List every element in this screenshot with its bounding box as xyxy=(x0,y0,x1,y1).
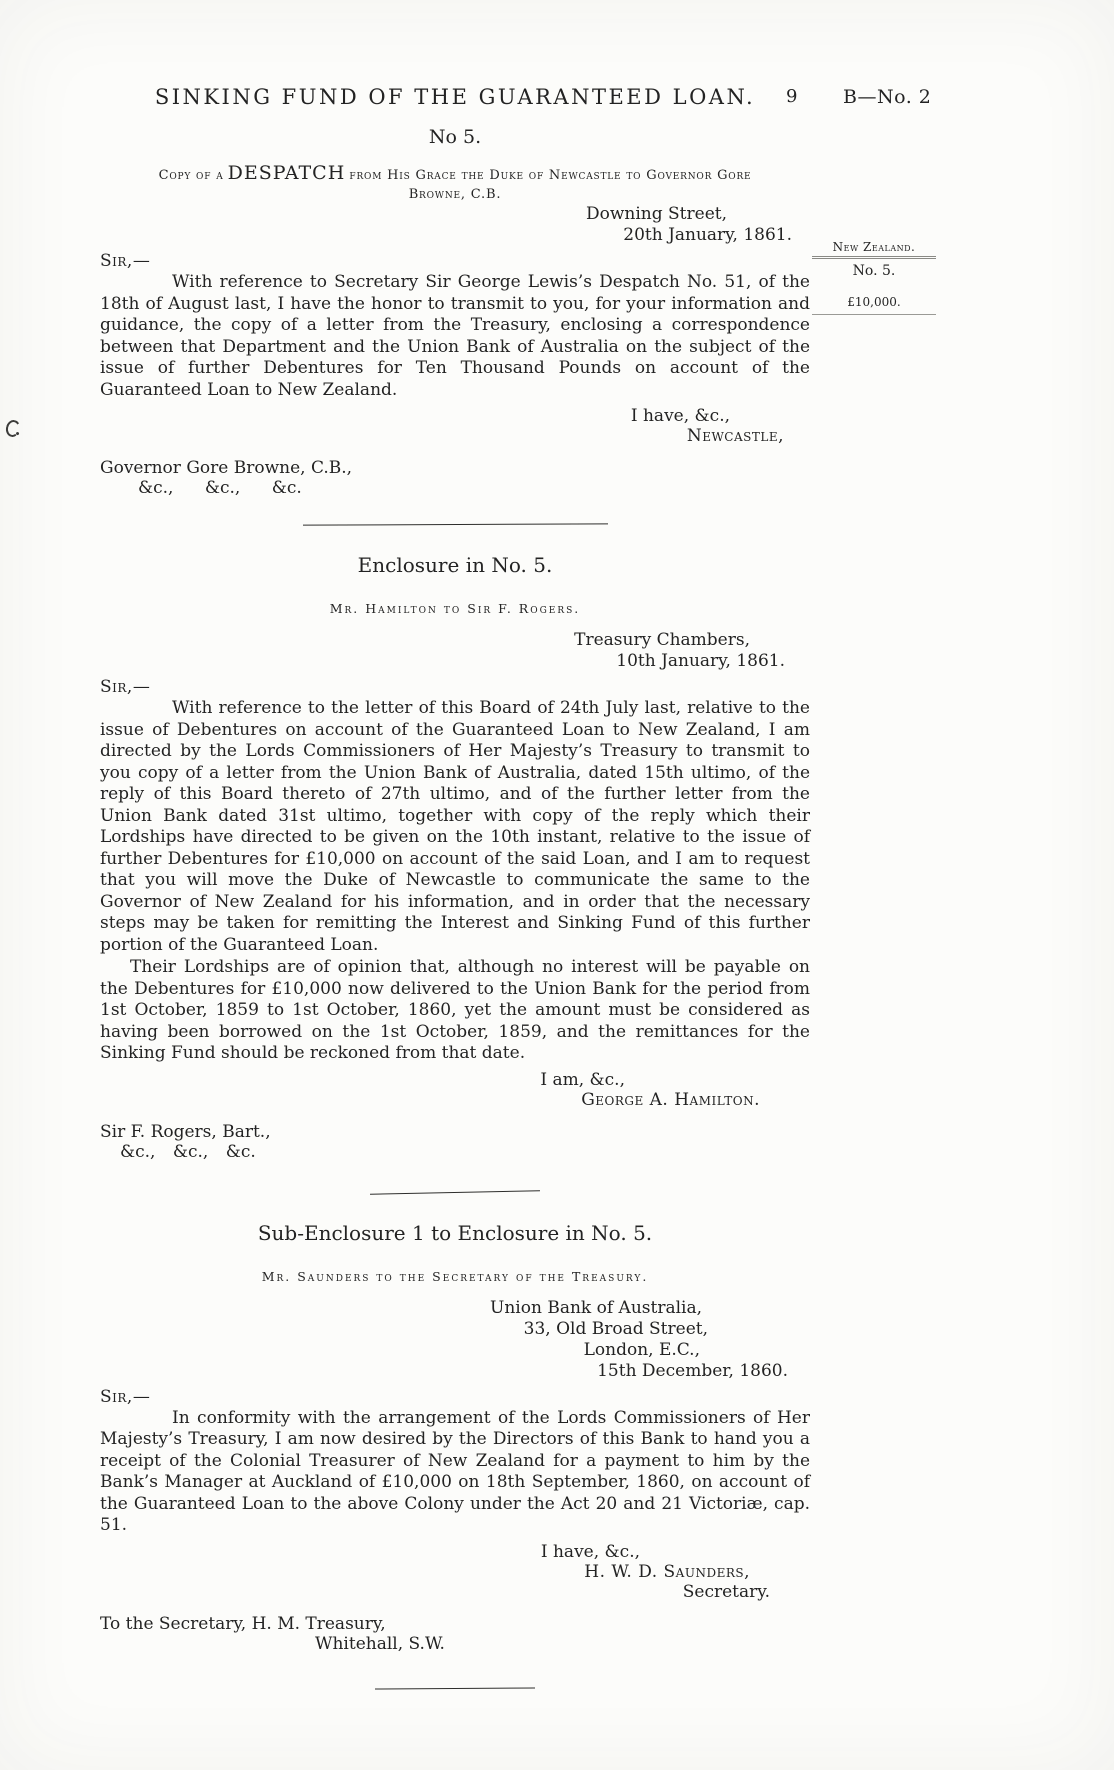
valediction: I have, &c., xyxy=(540,1541,640,1562)
letter-paragraph: With reference to the letter of this Board of 24th July last, relative to the issue of Debentures on account of the Guaranteed Loan to New Zealand, I am directed by the Lords Commissioners of Her Majesty’s Treasury to transmit to you copy of a letter from the Union Bank of Australia, dated 15th ultimo, of the reply of this Board thereto of 27th ultimo, and of the further letter from the Union Bank dated 31st ultimo, together with copy of the reply which their Lordships have directed to be given on the 10th instant, relative to the issue of further Debentures for £10,000 on account of the said Loan, and I am to request that you will move the Duke of Newcastle to communicate the same to the Governor of New Zealand for his information, and in order that the necessary steps may be taken for remitting the Interest and Sinking Fund of this further portion of the Guaranteed Loan. xyxy=(100,698,810,955)
valediction: I have, &c., xyxy=(630,406,730,426)
signature: H. W. D. Saunders, xyxy=(584,1561,750,1582)
place-date-block xyxy=(100,630,810,672)
addressee-block xyxy=(100,1122,810,1162)
ink-smudge xyxy=(4,419,21,439)
place-line: Union Bank of Australia, xyxy=(490,1297,702,1318)
signature: Newcastle, xyxy=(686,426,784,446)
running-title: SINKING FUND OF THE GUARANTEED LOAN. xyxy=(154,85,756,109)
salutation: Sir,— xyxy=(100,677,151,697)
closing-block xyxy=(100,1070,810,1110)
place-date-block xyxy=(100,1298,810,1382)
date-line: 15th December, 1860. xyxy=(597,1360,788,1381)
closing-block xyxy=(100,406,810,446)
date-line: 10th January, 1861. xyxy=(616,651,785,671)
salutation: Sir,— xyxy=(100,1386,151,1407)
margin-note-colony: New Zealand. xyxy=(812,240,936,259)
addressee-line: Whitehall, S.W. xyxy=(315,1633,445,1654)
issue-reference: B—No. 2 xyxy=(843,86,932,108)
addressee-line: Sir F. Rogers, Bart., xyxy=(100,1121,271,1142)
despatch-number-heading: No 5. xyxy=(428,126,482,148)
section-divider xyxy=(370,1190,540,1195)
margin-note-number: No. 5. xyxy=(852,263,896,279)
despatch-heading-word: DESPATCH xyxy=(227,162,346,184)
place-line: London, E.C., xyxy=(583,1339,700,1360)
valediction: I am, &c., xyxy=(540,1069,625,1090)
margin-note-amount: £10,000. xyxy=(812,295,936,315)
section-divider xyxy=(375,1687,535,1689)
letter-paragraph: In conformity with the arrangement of the Lords Commissioners of Her Majesty’s Treasury, I am now desired by the Directors of this Bank to hand you a receipt of the Colonial Treasurer of New Zealand for a payment to him by the Bank’s Manager at Auckland of £10,000 on 18th September, 1860, on account of the Guaranteed Loan to the above Colony under the Act 20 and 21 Victoriæ, cap. 51. xyxy=(100,1407,810,1535)
despatch-heading xyxy=(100,164,810,185)
addressee-etc: &c., &c., &c. xyxy=(120,1141,256,1162)
addressee-etc: &c., &c., &c. xyxy=(138,478,302,498)
addressee-line: Governor Gore Browne, C.B., xyxy=(100,458,353,478)
addressee-block xyxy=(100,458,810,498)
salutation: Sir,— xyxy=(100,251,151,271)
closing-block xyxy=(100,1542,810,1602)
addressee-line: To the Secretary, H. M. Treasury, xyxy=(100,1613,386,1634)
page-number: 9 xyxy=(786,86,798,107)
document-body xyxy=(100,126,810,1689)
place-line: Downing Street, xyxy=(586,204,727,224)
sub-enclosure-title: Sub-Enclosure 1 to Enclosure in No. 5. xyxy=(257,1220,653,1245)
despatch-heading-rest: from His Grace the Duke of Newcastle to Governor Gore xyxy=(349,168,752,183)
enclosure-subtitle: Mr. Hamilton to Sir F. Rogers. xyxy=(329,601,581,616)
date-line: 20th January, 1861. xyxy=(623,225,792,245)
section-divider xyxy=(302,523,607,525)
letter-paragraph: Their Lordships are of opinion that, although no interest will be payable on the Debentures for £10,000 now delivered to the Union Bank for the period from 1st October, 1859 to 1st October, 1860, yet the amount must be considered as having been borrowed on the 1st October, 1859, and the remittances for the Sinking Fund should be reckoned from that date. xyxy=(100,957,810,1063)
place-line: Treasury Chambers, xyxy=(574,630,750,650)
enclosure-title: Enclosure in No. 5. xyxy=(357,553,553,577)
place-line: 33, Old Broad Street, xyxy=(523,1318,708,1339)
page-header xyxy=(0,0,1114,110)
letter-paragraph: With reference to Secretary Sir George Lewis’s Despatch No. 51, of the 18th of August last, I have the honor to transmit to you, for your information and guidance, the copy of a letter from the Treasury, enclosing a correspondence between that Department and the Union Bank of Australia on the subject of the issue of further Debentures for Ten Thousand Pounds on account of the Guaranteed Loan to New Zealand. xyxy=(100,272,810,400)
signature: George A. Hamilton. xyxy=(581,1089,760,1110)
sub-enclosure-subtitle: Mr. Saunders to the Secretary of the Treasury. xyxy=(261,1268,649,1284)
addressee-block xyxy=(100,1614,810,1654)
place-date-block xyxy=(100,204,810,246)
despatch-heading-line2: Browne, C.B. xyxy=(408,187,502,202)
despatch-heading-lead: Copy of a xyxy=(158,168,224,183)
signature-title: Secretary. xyxy=(682,1581,770,1602)
margin-notes xyxy=(812,240,936,315)
